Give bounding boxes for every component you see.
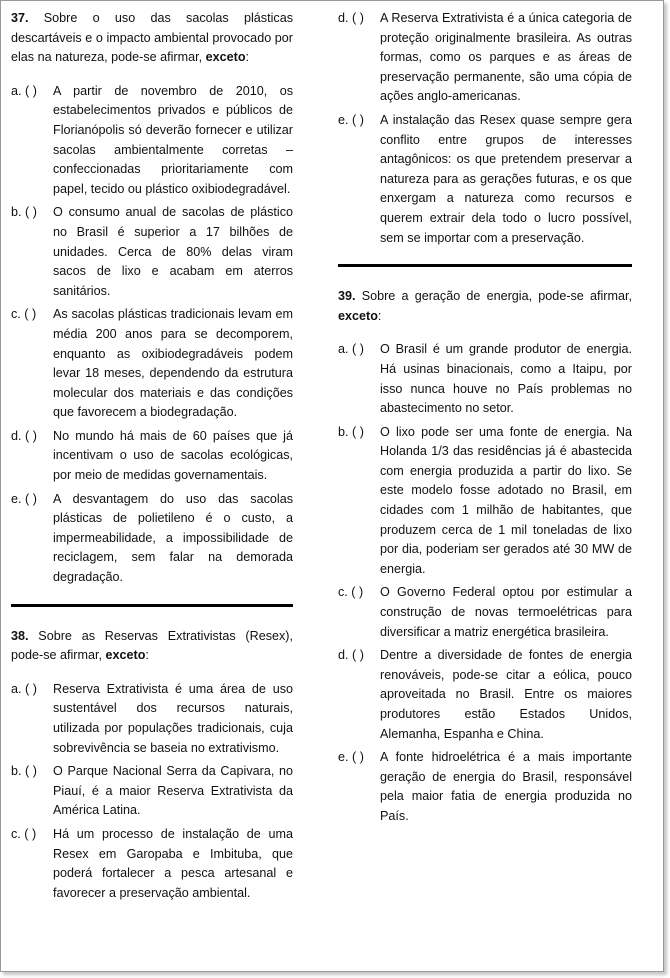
except-keyword: exceto (205, 50, 246, 65)
option-letter: c. (338, 585, 348, 600)
option-letter: b. (338, 424, 349, 439)
section-divider (11, 604, 293, 607)
option-text: Há um processo de instalação de uma Resex em Garopaba e Imbituba, que poderá fortalecer a pesca artesanal e favorecer a preservação ambiental. (53, 826, 293, 900)
option-letter: a. (338, 342, 349, 357)
option-marker[interactable] (338, 340, 380, 360)
option-text: Dentre a diversidade de fontes de energia renováveis, pode-se citar a eólica, pouco aproveitada no Brasil. Entre os maiores produtores estão Estados Unidos, Alemanha, Espanha e China. (380, 648, 632, 741)
option-b[interactable] (11, 203, 293, 301)
option-text: A fonte hidroelétrica é a mais importante geração de energia do Brasil, responsável pela maior fatia de energia produzida no País. (380, 750, 632, 823)
option-letter: a. (11, 83, 22, 98)
answer-checkbox[interactable]: ( ) (24, 826, 37, 841)
option-a[interactable] (11, 82, 293, 200)
option-c[interactable] (11, 825, 293, 903)
except-keyword: exceto (338, 308, 378, 323)
question-38-continued (338, 9, 632, 248)
question-39 (338, 287, 632, 826)
option-c[interactable] (338, 583, 632, 642)
option-marker[interactable] (11, 762, 53, 782)
option-e[interactable] (338, 111, 632, 248)
option-letter: a. (11, 681, 22, 696)
question-38 (11, 627, 293, 904)
option-marker[interactable] (338, 111, 380, 131)
option-text: O Brasil é um grande produtor de energia. Há usinas binacionais, como a Itaipu, por isso nunca houve no País problemas no abastecimento no setor. (380, 342, 632, 416)
option-letter: b. (11, 764, 22, 779)
answer-checkbox[interactable]: ( ) (25, 428, 37, 443)
question-37 (11, 9, 293, 588)
question-number: 37. (11, 11, 29, 25)
option-text: A Reserva Extrativista é a única categoria de proteção originalmente brasileira. As outras formas, como os parques e as áreas de preservação permanente, são uma cópia de ações anglo-americanas. (380, 11, 632, 104)
option-letter: b. (11, 205, 22, 220)
option-marker[interactable] (338, 583, 380, 603)
option-a[interactable] (338, 340, 632, 418)
answer-checkbox[interactable]: ( ) (25, 83, 37, 98)
option-e[interactable] (338, 748, 632, 826)
option-e[interactable] (11, 490, 293, 588)
option-text: O Governo Federal optou por estimular a construção de novas termoelétricas para diversificar a matriz energética brasileira. (380, 585, 632, 639)
question-text: Sobre o uso das sacolas plásticas descartáveis e o impacto ambiental provocado por elas na natureza, pode-se afirmar, (11, 11, 293, 65)
option-letter: c. (11, 826, 21, 841)
option-marker[interactable] (338, 423, 380, 443)
option-text: A desvantagem do uso das sacolas plásticas de polietileno é o custo, a impermeabilidade, a impossibilidade de reciclagem, sem falar na demorada degradação. (53, 491, 293, 585)
option-d[interactable] (338, 646, 632, 744)
option-d[interactable] (11, 427, 293, 486)
option-b[interactable] (338, 423, 632, 580)
option-marker[interactable] (11, 825, 53, 845)
answer-checkbox[interactable]: ( ) (352, 648, 364, 663)
option-letter: d. (338, 11, 349, 25)
question-number: 38. (11, 628, 29, 643)
question-39-stem (338, 287, 632, 326)
left-column (11, 9, 293, 907)
option-text: Reserva Extrativista é uma área de uso sustentável dos recursos naturais, utilizada por populações tradicionais, cuja sobrevivência se baseia no extrativismo. (53, 681, 293, 755)
option-text: O consumo anual de sacolas de plástico no Brasil é superior a 17 bilhões de unidades. Cerca de 80% delas viram sacos de lixo e acabam em aterros sanitários. (53, 205, 293, 298)
question-text: Sobre a geração de energia, pode-se afirmar, (355, 289, 632, 304)
question-tail: : (245, 50, 250, 65)
option-letter: e. (338, 750, 349, 765)
answer-checkbox[interactable]: ( ) (352, 750, 364, 765)
question-tail: : (377, 308, 382, 323)
question-38-stem (11, 627, 293, 666)
option-c[interactable] (11, 305, 293, 423)
option-text: O lixo pode ser uma fonte de energia. Na Holanda 1/3 das residências já é abastecida com energia produzida a partir do lixo. Se este modelo fosse adotado no Brasil, em cidades com 1 milhão de habitantes, que produzem cerca de 1 mil toneladas de lixo por dia, poderiam ser gerados até 30 MW de energia. (380, 424, 632, 576)
question-number: 39. (338, 289, 356, 304)
option-marker[interactable] (11, 490, 53, 510)
option-marker[interactable] (11, 427, 53, 447)
option-marker[interactable] (11, 82, 53, 102)
answer-checkbox[interactable]: ( ) (352, 342, 364, 357)
answer-checkbox[interactable]: ( ) (352, 424, 364, 439)
answer-checkbox[interactable]: ( ) (25, 205, 37, 220)
option-d[interactable] (338, 9, 632, 107)
option-marker[interactable] (11, 203, 53, 223)
answer-checkbox[interactable]: ( ) (25, 681, 37, 696)
option-text: A instalação das Resex quase sempre gera conflito entre grupos de interesses antagônicos: os que pretendem preservar a natureza para as gerações futuras, e os que enxergam a natureza como recursos e querem extrair dela todo o lucro possível, sem se importar com a preservação. (380, 112, 632, 245)
answer-checkbox[interactable]: ( ) (352, 112, 364, 127)
option-b[interactable] (11, 762, 293, 821)
option-letter: d. (11, 428, 22, 443)
question-tail: : (145, 648, 149, 663)
option-marker[interactable] (338, 748, 380, 768)
option-text: A partir de novembro de 2010, os estabelecimentos privados e públicos de Florianópolis só deverão fornecer e utilizar sacolas ambientalmente corretas – confeccionadas prioritariamente com papel, tecido ou plástico oxibiodegradável. (53, 83, 293, 196)
answer-checkbox[interactable]: ( ) (352, 11, 364, 25)
answer-checkbox[interactable]: ( ) (25, 491, 37, 506)
except-keyword: exceto (105, 648, 146, 663)
option-text: No mundo há mais de 60 países que já incentivam o uso de sacolas ecológicas, por meio de medidas governamentais. (53, 428, 293, 483)
option-letter: d. (338, 648, 349, 663)
option-marker[interactable] (11, 305, 53, 325)
section-divider (338, 264, 632, 267)
question-text: Sobre as Reservas Extrativistas (Resex), pode-se afirmar, (11, 628, 293, 663)
question-37-stem (11, 9, 293, 68)
answer-checkbox[interactable]: ( ) (24, 307, 37, 322)
option-text: O Parque Nacional Serra da Capivara, no Piauí, é a maior Reserva Extrativista da América Latina. (53, 764, 293, 818)
answer-checkbox[interactable]: ( ) (351, 585, 364, 600)
option-marker[interactable] (11, 680, 53, 700)
option-marker[interactable] (338, 9, 380, 29)
option-text: As sacolas plásticas tradicionais levam em média 200 anos para se decomporem, enquanto as oxibiodegradáveis podem levar 18 meses, dependendo da estrutura molecular dos materiais e das condições que favorecem a biodegradação. (53, 307, 293, 420)
answer-checkbox[interactable]: ( ) (25, 764, 37, 779)
option-letter: e. (11, 491, 22, 506)
option-letter: e. (338, 112, 349, 127)
option-a[interactable] (11, 680, 293, 758)
option-marker[interactable] (338, 646, 380, 666)
option-letter: c. (11, 307, 21, 322)
right-column (338, 9, 632, 831)
